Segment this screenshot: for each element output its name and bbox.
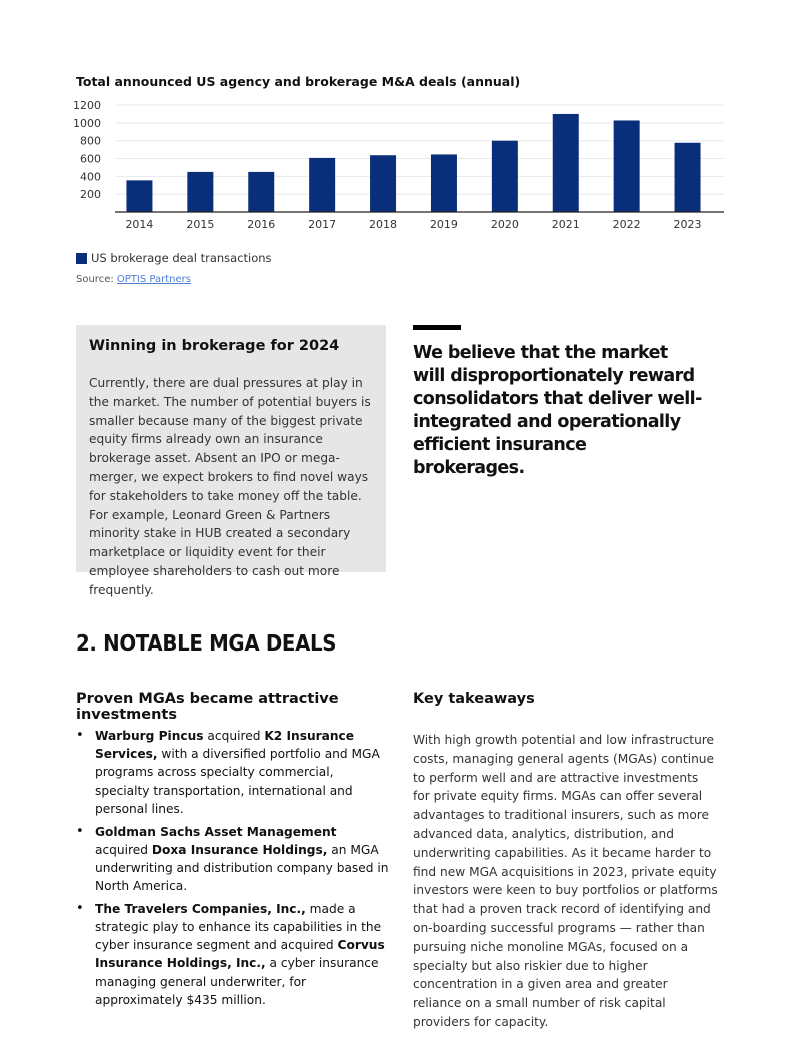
- deal-buyer: Warburg Pincus: [95, 729, 204, 743]
- x-tick-label: 2016: [247, 218, 276, 231]
- bar-chart: [70, 98, 735, 238]
- bar: [553, 114, 579, 212]
- deal-verb: made a strategic play to enhance its capabilities in the cyber insurance segment and acquired: [95, 901, 382, 953]
- sidebar-box-body: Currently, there are dual pressures at play in the market. The number of potential buyers is smaller because many of the biggest private equity firms already own an insurance brokerage asset. Absent an IPO or mega-merger, we expect brokers to find novel ways for stakeholders to take money off the table. For example, Leonard Green & Partners minority stake in HUB created a secondary marketplace or liquidity event for their employee shareholders to cash out more frequently.: [89, 376, 371, 597]
- x-tick-label: 2017: [308, 218, 337, 231]
- bar: [248, 172, 274, 212]
- bar: [492, 141, 518, 212]
- x-tick-label: 2022: [612, 218, 641, 231]
- pull-quote: We believe that the market will disproportionately reward consolidators that deliver well-integrated and operationally efficient insurance brokerages.: [413, 343, 702, 478]
- x-tick-label: 2015: [186, 218, 215, 231]
- deal-detail: an MGA underwriting and distribution company based in North America.: [95, 842, 389, 894]
- deals-heading: Proven MGAs became attractive investments: [76, 691, 339, 723]
- bar: [614, 120, 640, 212]
- source-link[interactable]: OPTIS Partners: [116, 274, 191, 285]
- x-tick-label: 2014: [125, 218, 154, 231]
- deal-buyer: The Travelers Companies, Inc.,: [95, 901, 306, 916]
- list-item: [76, 900, 391, 1009]
- chart-title: Total announced US agency and brokerage M&A deals (annual): [76, 74, 521, 89]
- x-tick-label: 2021: [551, 218, 580, 231]
- bullet-icon: •: [76, 823, 84, 839]
- deal-target: K2 Insurance Services,: [95, 729, 355, 762]
- y-tick-label: 1000: [73, 116, 101, 130]
- x-tick-label: 2018: [369, 218, 398, 231]
- x-tick-label: 2023: [673, 218, 702, 231]
- deals-list: [76, 727, 391, 1014]
- deal-target: Corvus Insurance Holdings, Inc.,: [95, 938, 385, 971]
- bullet-icon: •: [76, 900, 84, 916]
- chart-legend: [76, 251, 272, 265]
- source-label: Source:: [76, 274, 114, 285]
- bullet-icon: •: [76, 728, 84, 743]
- bar: [309, 158, 335, 212]
- deal-verb: acquired: [203, 729, 265, 743]
- deal-detail: with a diversified portfolio and MGA programs across specialty commercial, specialty transportation, international and personal lines.: [95, 747, 380, 816]
- list-item: [76, 727, 391, 818]
- bar: [675, 143, 701, 212]
- deal-verb: acquired: [95, 842, 152, 857]
- bar: [431, 154, 457, 212]
- list-item: [76, 823, 391, 896]
- quote-accent-bar: [413, 325, 461, 330]
- source-line: [76, 274, 191, 285]
- bar: [187, 172, 213, 212]
- y-tick-label: 600: [80, 152, 101, 166]
- legend-label: US brokerage deal transactions: [91, 251, 272, 265]
- sidebar-box-title: Winning in brokerage for 2024: [89, 338, 340, 354]
- legend-swatch: [76, 253, 87, 264]
- takeaways-body: With high growth potential and low infrastructure costs, managing general agents (MGAs) continue to perform well and are attractive investments for private equity firms. MGAs can offer several advantages to traditional insurers, such as more advanced data, analytics, distribution, and underwriting capabilities. As it became harder to find new MGA acquisitions in 2023, private equity investors were keen to buy portfolios or platforms that had a proven track record of identifying and on-boarding successful programs — rather than pursuing niche monoline MGAs, focused on a specialty but also riskier due to higher concentration in a given area and greater reliance on a small number of risk capital providers for capacity.: [413, 733, 718, 1029]
- sidebar-box: [76, 325, 386, 597]
- section-heading: 2. NOTABLE MGA DEALS: [76, 631, 337, 657]
- takeaways-heading: Key takeaways: [413, 691, 535, 707]
- bar: [370, 155, 396, 212]
- y-tick-label: 800: [80, 134, 101, 148]
- y-tick-label: 200: [80, 188, 101, 202]
- x-tick-label: 2019: [429, 218, 458, 231]
- y-tick-label: 400: [80, 170, 101, 184]
- deal-buyer: Goldman Sachs Asset Management: [95, 824, 337, 839]
- deal-target: Doxa Insurance Holdings,: [151, 842, 328, 857]
- deal-detail: a cyber insurance managing general underwriter, for approximately $435 million.: [95, 956, 379, 1007]
- bar: [126, 180, 152, 212]
- y-tick-label: 1200: [73, 99, 101, 113]
- x-tick-label: 2020: [490, 218, 519, 231]
